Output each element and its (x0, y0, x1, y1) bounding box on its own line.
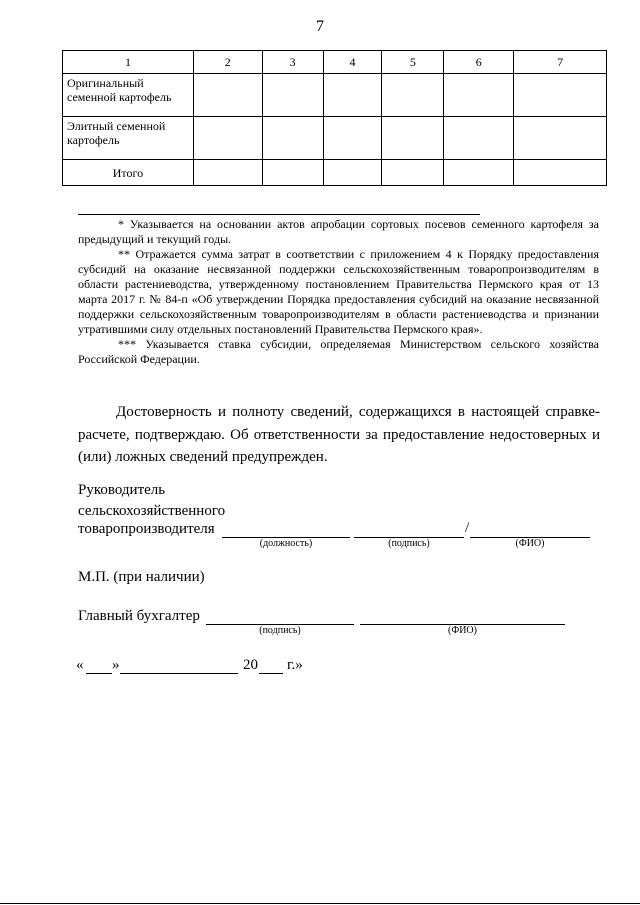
table-cell (262, 74, 323, 117)
table-header-cell: 3 (262, 51, 323, 74)
accountant-name-caption: (ФИО) (447, 625, 477, 636)
table-row-total (63, 160, 607, 186)
row-label: Элитный семенной картофель (63, 117, 194, 160)
footnotes (78, 217, 599, 367)
row-label-total: Итого (63, 160, 194, 186)
name-caption: (ФИО) (515, 538, 545, 549)
table-cell (514, 117, 607, 160)
slash-separator: / (465, 520, 470, 536)
table-header-cell: 2 (193, 51, 262, 74)
table-header-cell: 7 (514, 51, 607, 74)
table-row (63, 74, 607, 117)
table-cell (323, 117, 382, 160)
head-title-line1: Руководитель (78, 482, 166, 498)
page-number: 7 (316, 18, 324, 35)
date-day-line (86, 673, 112, 674)
row-label: Оригинальный семенной картофель (63, 74, 194, 117)
table-header-cell: 6 (444, 51, 514, 74)
footnote-3: *** Указывается ставка субсидии, определяемая Министерством сельского хозяйства Российской Федерации. (78, 337, 599, 366)
date-year-line (259, 673, 283, 674)
table-cell (262, 160, 323, 186)
table-header-cell: 5 (382, 51, 444, 74)
page-bottom-edge (0, 903, 640, 904)
date-year-suffix: г.» (287, 657, 303, 673)
head-title-line3: товаропроизводителя (78, 521, 215, 537)
table-header-row (63, 51, 607, 74)
table-cell (514, 74, 607, 117)
table-cell (444, 160, 514, 186)
accountant-label: Главный бухгалтер (78, 608, 200, 624)
table-cell (193, 117, 262, 160)
table-cell (382, 160, 444, 186)
table-cell (514, 160, 607, 186)
table-header-cell: 1 (63, 51, 194, 74)
footnote-1: * Указывается на основании актов апробации сортовых посевов семенного картофеля за предыдущий и текущий годы. (78, 217, 599, 246)
position-caption: (должность) (259, 538, 313, 549)
table-header-cell: 4 (323, 51, 382, 74)
table-cell (193, 160, 262, 186)
accountant-signature-caption: (подпись) (259, 625, 301, 636)
signature-caption: (подпись) (388, 538, 430, 549)
subsidy-table (62, 50, 607, 186)
seal-label: М.П. (при наличии) (78, 569, 205, 585)
table-cell (444, 117, 514, 160)
table-cell (323, 74, 382, 117)
date-open-quote: « (76, 657, 84, 673)
date-month-line (120, 673, 238, 674)
table-cell (193, 74, 262, 117)
table-cell (444, 74, 514, 117)
head-title-line2: сельскохозяйственного (78, 503, 226, 519)
date-close-quote: » (112, 657, 120, 673)
table-row (63, 117, 607, 160)
table-cell (382, 117, 444, 160)
confirmation-text: Достоверность и полноту сведений, содержащихся в настоящей справке-расчете, подтверждаю. Об ответственности за предоставление недостоверных и (или) ложных сведений предупрежден. (78, 404, 600, 465)
footnote-2: ** Отражается сумма затрат в соответствии с приложением 4 к Порядку предоставления субсидий на оказание несвязанной поддержки сельскохозяйственным товаропроизводителям в области растениеводства, утвержденному постановлением Правительства Пермского края от 13 марта 2017 г. № 84-п «Об утверждении Порядка предоставления субсидий на оказание несвязанной поддержки сельскохозяйственным товаропроизводителям в области растениеводства и признании утратившими силу отдельных постановлений Правительства Пермского края». (78, 247, 599, 336)
date-year-prefix: 20 (243, 657, 258, 673)
table-cell (323, 160, 382, 186)
table-cell (262, 117, 323, 160)
footnote-divider (78, 214, 480, 215)
table-cell (382, 74, 444, 117)
